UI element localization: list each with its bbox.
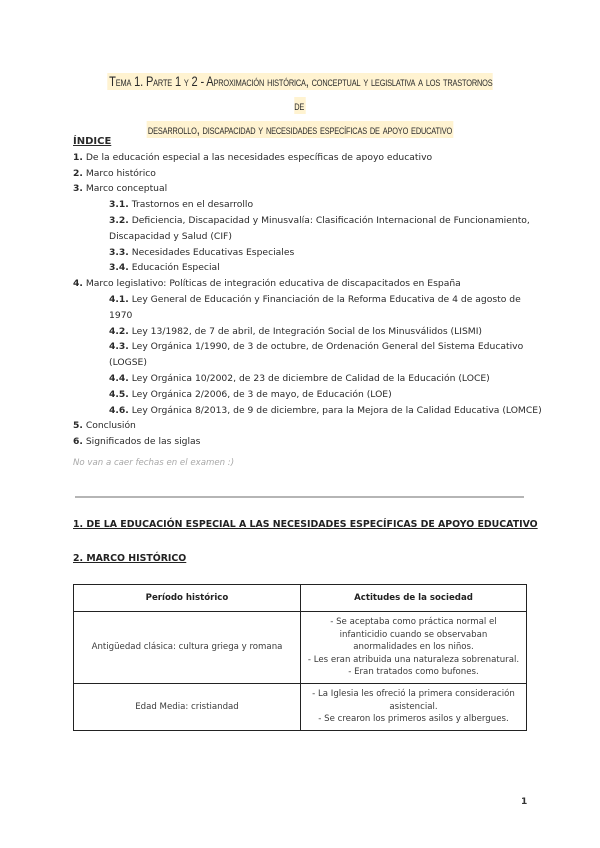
index-item[interactable]: 3. Marco conceptual [73,183,168,195]
index-subitem[interactable]: 4.3. Ley Orgánica 1/1990, de 3 de octubre, de Ordenación General del Sistema Educativo (LOGSE) [109,341,524,369]
index-item[interactable]: 4. Marco legislativo: Políticas de integración educativa de discapacitados en España [73,278,461,290]
horizontal-divider [75,496,524,498]
index-subitem[interactable]: 4.4. Ley Orgánica 10/2002, de 23 de diciembre de Calidad de la Educación (LOCE) [109,372,490,384]
index-heading: ÍNDICE [73,136,112,147]
exam-note: No van a caer fechas en el examen :) [73,457,235,468]
index-subitem[interactable]: 3.1. Trastornos en el desarrollo [109,199,254,211]
historical-periods-table [73,584,527,731]
title-line-1: Tema 1. Parte 1 y 2 - Aproximación histórica, conceptual y legislativa a los trastornos de [109,74,493,113]
document-title [103,70,497,142]
index-subitem[interactable]: 4.6. Ley Orgánica 8/2013, de 9 de diciembre, para la Mejora de la Calidad Educativa (LOMCE) [109,404,542,416]
index-subitem[interactable]: 3.2. Deficiencia, Discapacidad y Minusvalía: Clasificación Internacional de Funcionamiento, Discapacidad y Salud (CIF) [109,214,530,242]
section-heading-2: 2. MARCO HISTÓRICO [73,553,187,564]
column-header-attitudes: Actitudes de la sociedad [301,585,527,612]
index-subitem[interactable]: 4.2. Ley 13/1982, de 7 de abril, de Integración Social de los Minusválidos (LISMI) [109,325,482,337]
column-header-period: Período histórico [74,585,301,612]
period-cell: Edad Media: cristiandad [74,683,301,730]
page-number: 1 [521,797,528,807]
section-heading-1: 1. DE LA EDUCACIÓN ESPECIAL A LAS NECESIDADES ESPECÍFICAS DE APOYO EDUCATIVO [73,519,538,530]
table-header-row [74,585,527,612]
index-item[interactable]: 1. De la educación especial a las necesidades específicas de apoyo educativo [73,151,433,163]
attitudes-cell: - La Iglesia les ofreció la primera consideración asistencial. - Se crearon los primeros asilos y albergues. [301,683,527,730]
table-of-contents [73,134,543,472]
index-subitem[interactable]: 4.1. Ley General de Educación y Financiación de la Reforma Educativa de 4 de agosto de 1970 [109,293,521,321]
table-row [74,612,527,684]
index-item[interactable]: 6. Significados de las siglas [73,436,201,448]
index-subitem[interactable]: 3.4. Educación Especial [109,262,220,274]
title-line-2: desarrollo, discapacidad y necesidades específicas de apoyo educativo [147,122,453,137]
index-subitem[interactable]: 4.5. Ley Orgánica 2/2006, de 3 de mayo, de Educación (LOE) [109,388,392,400]
index-item[interactable]: 2. Marco histórico [73,167,156,179]
period-cell: Antigüedad clásica: cultura griega y romana [74,612,301,684]
table-row [74,683,527,730]
attitudes-cell: - Se aceptaba como práctica normal el infanticidio cuando se observaban anormalidades en los niños. - Les eran atribuida una naturaleza sobrenatural. - Eran tratados como bufones. [301,612,527,684]
index-item[interactable]: 5. Conclusión [73,420,136,432]
index-subitem[interactable]: 3.3. Necesidades Educativas Especiales [109,246,295,258]
